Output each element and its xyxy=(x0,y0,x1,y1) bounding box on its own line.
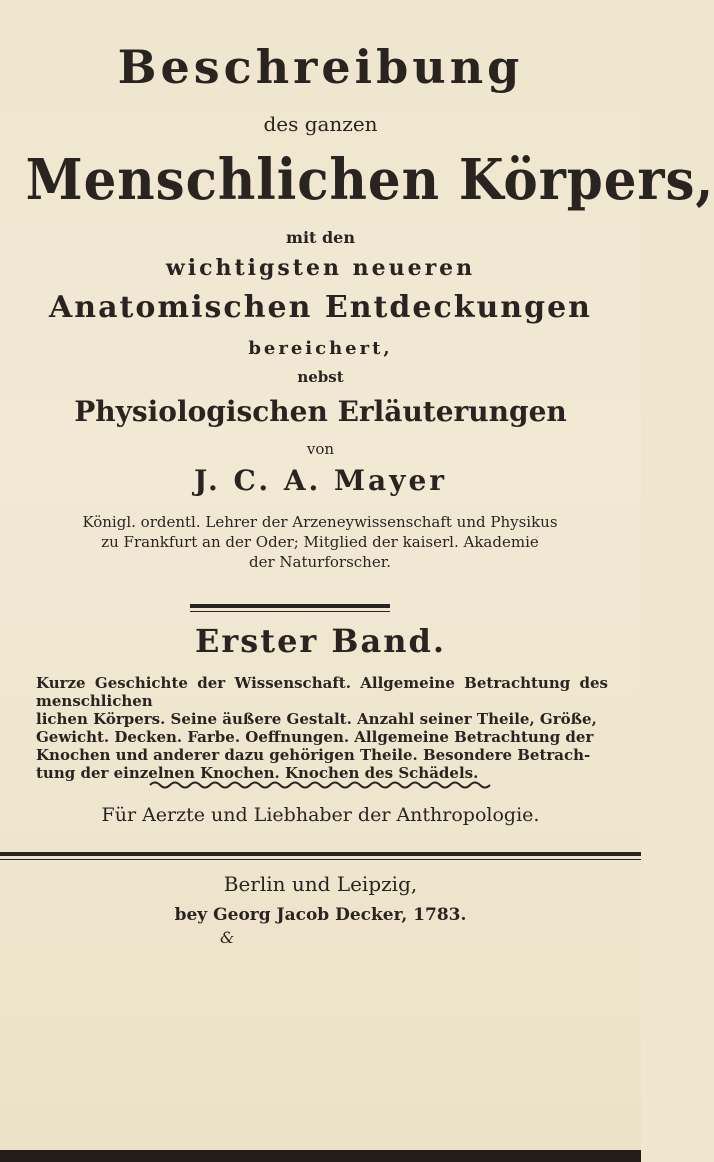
contents-line: lichen Körpers. Seine äußere Gestalt. Anzahl seiner Theile, Größe, xyxy=(36,710,597,728)
contents-line: Knochen und anderer dazu gehörigen Theile. Besondere Betrach- xyxy=(36,746,591,764)
contents-line: tung der einzelnen Knochen. Knochen des Schädels. xyxy=(36,764,479,782)
author-desc-line: der Naturforscher. xyxy=(248,553,392,571)
line-physiologischen: Physiologischen Erläuterungen xyxy=(74,395,567,428)
line-von: von xyxy=(306,440,335,458)
author-name: J. C. A. Mayer xyxy=(193,464,448,497)
handwritten-mark: & xyxy=(220,928,235,947)
rule-divider xyxy=(190,604,390,608)
contents-line: Kurze Geschichte der Wissenschaft. Allgemeine Betrachtung des menschlichen xyxy=(36,674,608,710)
line-wichtigsten: wichtigsten neueren xyxy=(165,255,476,281)
line-nebst: nebst xyxy=(297,368,344,386)
line-mit-den: mit den xyxy=(286,228,355,247)
subtitle-des-ganzen: des ganzen xyxy=(263,112,378,136)
line-anatomischen: Anatomischen Entdeckungen xyxy=(49,290,592,325)
subtitle-menschlichen-koerpers: Menschlichen Körpers, xyxy=(25,147,714,213)
author-desc-line: Königl. ordentl. Lehrer der Arzeneywissenschaft und Physikus xyxy=(82,513,558,531)
author-description xyxy=(60,512,580,572)
page-bottom-edge xyxy=(0,1150,641,1162)
double-rule xyxy=(0,859,641,860)
imprint-place: Berlin und Leipzig, xyxy=(223,872,418,896)
rule-divider xyxy=(190,611,390,612)
contents-line: Gewicht. Decken. Farbe. Oeffnungen. Allgemeine Betrachtung der xyxy=(36,728,594,746)
volume-contents xyxy=(36,674,608,782)
double-rule xyxy=(0,852,641,856)
author-desc-line: zu Frankfurt an der Oder; Mitglied der kaiserl. Akademie xyxy=(101,533,539,551)
audience-line: Für Aerzte und Liebhaber der Anthropologie. xyxy=(101,804,540,826)
line-bereichert: bereichert, xyxy=(248,338,393,359)
ornament-border xyxy=(150,780,490,790)
imprint-publisher: bey Georg Jacob Decker, 1783. xyxy=(174,905,467,925)
book-title: Beschreibung xyxy=(117,40,524,94)
volume-label: Erster Band. xyxy=(195,622,446,660)
